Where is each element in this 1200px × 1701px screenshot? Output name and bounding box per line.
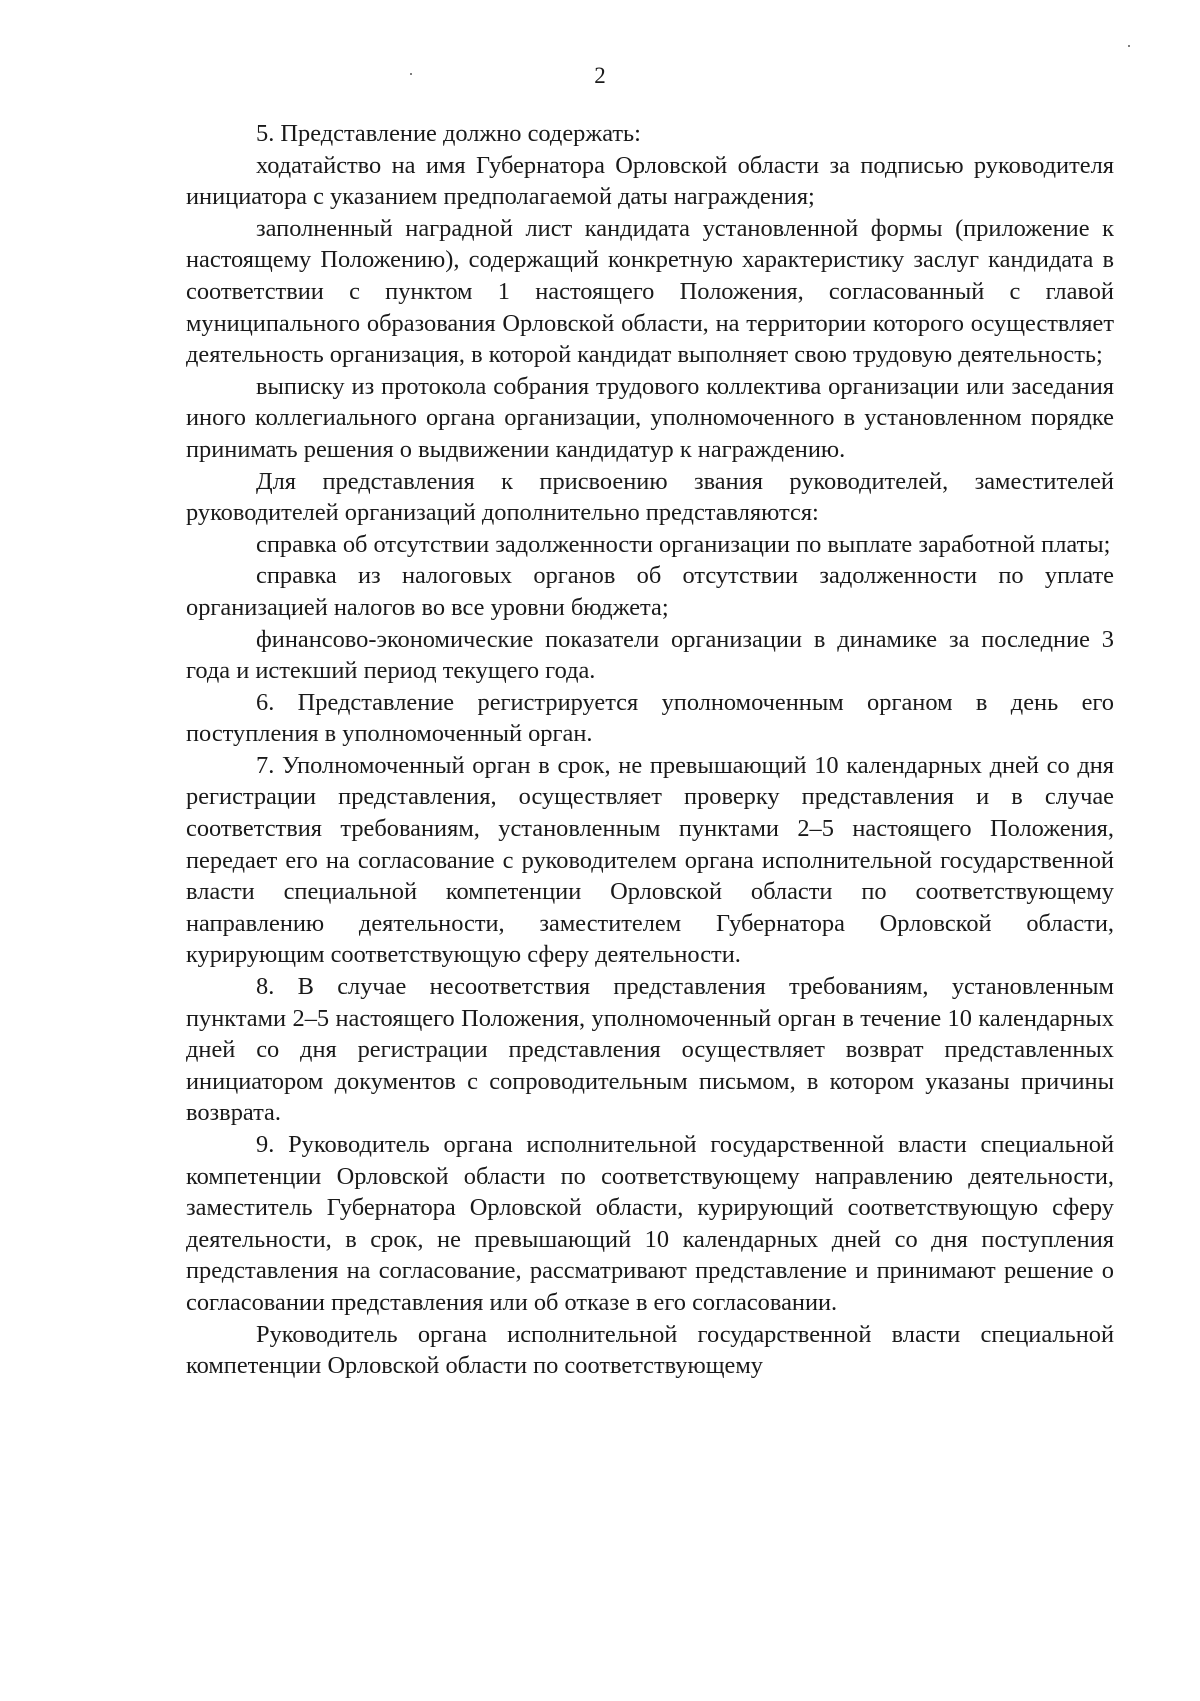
paragraph-tax-certificate: справка из налоговых органов об отсутствии задолженности по уплате организацией налогов во все уровни бюджета; bbox=[186, 562, 1114, 621]
paragraph-award-sheet: заполненный наградной лист кандидата установленной формы (приложение к настоящему Положению), содержащий конкретную характеристику заслуг кандидата в соответствии с пунктом 1 настоящего Положения, согласованный с главой муниципального образования Орловской области, на территории которого осуществляет деятельность организация, в которой кандидат выполняет свою трудовую деятельность; bbox=[186, 214, 1114, 369]
paragraph-petition: ходатайство на имя Губернатора Орловской области за подписью руководителя инициатора с указанием предполагаемой даты награждения; bbox=[186, 151, 1114, 211]
paragraph-protocol-extract: выписку из протокола собрания трудового коллектива организации или заседания иного коллегиального органа организации, уполномоченного в установленном порядке принимать решения о выдвижении кандидатур к награждению. bbox=[186, 372, 1114, 463]
paragraph-managers-additional: Для представления к присвоению звания руководителей, заместителей руководителей организаций дополнительно представляются: bbox=[186, 467, 1114, 527]
page-number: 2 bbox=[594, 63, 606, 88]
paragraph-head-continued: Руководитель органа исполнительной государственной власти специальной компетенции Орловской области по соответствующему bbox=[186, 1320, 1114, 1380]
document-body bbox=[186, 118, 1114, 1382]
paragraph-financial-indicators: финансово-экономические показатели организации в динамике за последние 3 года и истекший период текущего года. bbox=[186, 625, 1114, 685]
paragraph-item-6: 6. Представление регистрируется уполномоченным органом в день его поступления в уполномоченный орган. bbox=[186, 688, 1114, 748]
paragraph-item-8: 8. В случае несоответствия представления требованиям, установленным пунктами 2–5 настоящего Положения, уполномоченный орган в течение 10 календарных дней со дня регистрации представления осуществляет возврат представленных инициатором документов с сопроводительным письмом, в котором указаны причины возврата. bbox=[186, 973, 1114, 1127]
paragraph-item-9: 9. Руководитель органа исполнительной государственной власти специальной компетенции Орловской области по соответствующему направлению деятельности, заместитель Губернатора Орловской области, курирующий соответствующую сферу деятельности, в срок, не превышающий 10 календарных дней со дня поступления представления на согласование, рассматривают представление и принимают решение о согласовании представления или об отказе в его согласовании. bbox=[186, 1131, 1114, 1316]
scan-speck bbox=[1128, 45, 1130, 47]
paragraph-salary-certificate: справка об отсутствии задолженности организации по выплате заработной платы; bbox=[256, 530, 1111, 558]
scan-speck bbox=[410, 73, 412, 75]
paragraph-item-5-heading: 5. Представление должно содержать: bbox=[256, 120, 641, 147]
paragraph-item-7: 7. Уполномоченный орган в срок, не превышающий 10 календарных дней со дня регистрации представления, осуществляет проверку представления и в случае соответствия требованиям, установленным пунктами 2–5 настоящего Положения, передает его на согласование с руководителем органа исполнительной государственной власти специальной компетенции Орловской области по соответствующему направлению деятельности, заместителем Губернатора Орловской области, курирующим соответствующую сферу деятельности. bbox=[186, 751, 1114, 969]
